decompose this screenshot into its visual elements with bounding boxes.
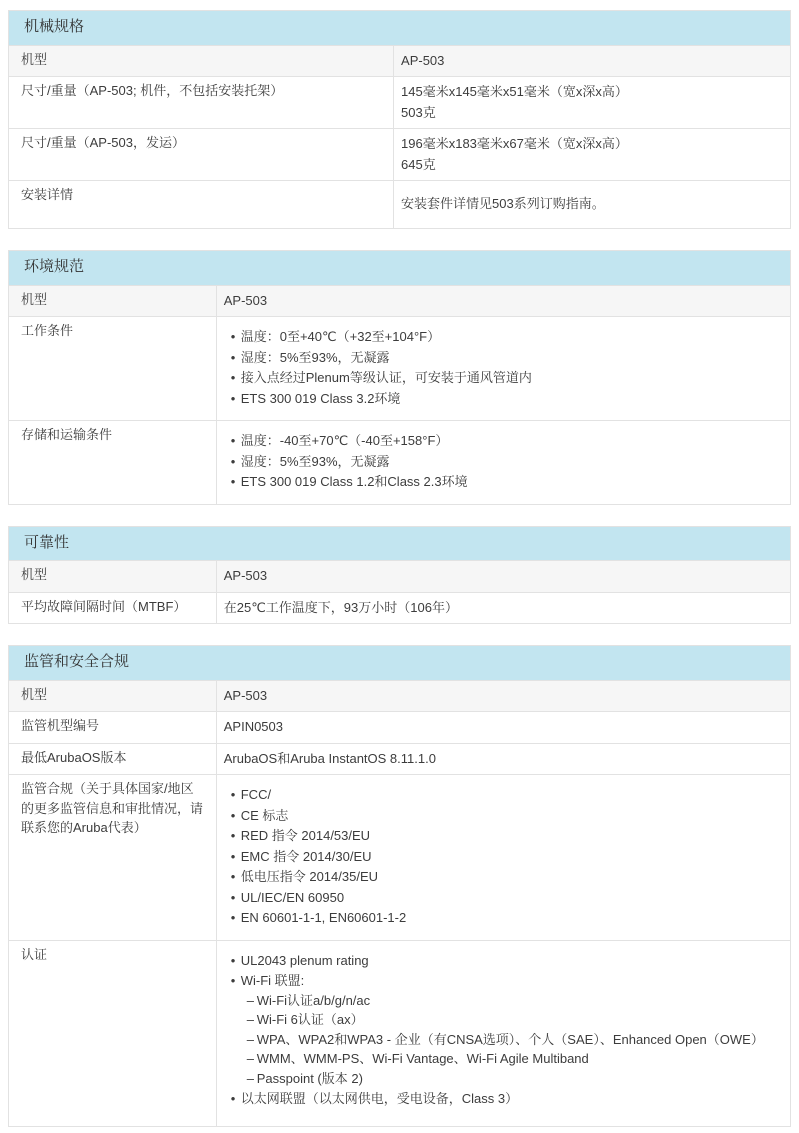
- row-label: 尺寸/重量（AP-503，发运）: [9, 129, 394, 180]
- spec-table-section: [8, 526, 791, 625]
- value-line: 503克: [401, 104, 436, 120]
- row-value: [394, 129, 790, 180]
- bullet-text: CE 标志: [240, 807, 289, 823]
- bullet-item: [231, 389, 778, 409]
- bullet-text: 温度：-40至+70℃（-40至+158°F）: [240, 433, 449, 448]
- row-label: 机型: [9, 561, 217, 592]
- value-line: 在25℃工作温度下，93万小时（106年）: [223, 599, 458, 615]
- table-row: [9, 420, 790, 504]
- bullet-text: 低电压指令 2014/35/EU: [240, 869, 379, 884]
- value-line: 145毫米x145毫米x51毫米（宽x深x高）: [401, 84, 628, 99]
- sub-item: – WMM、WMM-PS、Wi-Fi Vantage、Wi-Fi Agile Multiband: [247, 1049, 778, 1069]
- section-title: 机械规格: [9, 11, 790, 45]
- sub-item: – Passpoint (版本 2): [247, 1069, 778, 1089]
- table-row: [9, 285, 790, 317]
- row-value: [217, 561, 790, 592]
- row-value: [217, 286, 790, 317]
- row-value: [217, 681, 790, 712]
- bullet-item: [231, 888, 778, 908]
- value-line: AP-503: [401, 52, 445, 68]
- bullet-item: [231, 431, 778, 451]
- bullet-item: [231, 867, 778, 887]
- bullet-item: [231, 348, 778, 368]
- table-row: [9, 680, 790, 712]
- sub-item: – Wi-Fi 6认证（ax）: [247, 1010, 778, 1030]
- bullet-item: [231, 327, 778, 347]
- section-title: 环境规范: [9, 251, 790, 285]
- bullet-list: [224, 951, 778, 1109]
- row-label: 尺寸/重量（AP-503; 机件，不包括安装托架）: [9, 77, 394, 128]
- row-label: 机型: [9, 286, 217, 317]
- bullet-text: EMC 指令 2014/30/EU: [240, 848, 372, 864]
- spec-table-section: [8, 645, 791, 1127]
- table-row: [9, 128, 790, 180]
- bullet-item: [231, 1089, 778, 1109]
- value-line: ArubaOS和Aruba InstantOS 8.11.1.0: [223, 750, 436, 766]
- row-label: 认证: [9, 941, 217, 1126]
- bullet-text: 温度：0至+40℃（+32至+104°F）: [240, 329, 441, 344]
- table-row: [9, 711, 790, 743]
- table-row: [9, 316, 790, 420]
- table-row: [9, 560, 790, 592]
- bullet-list: [224, 785, 778, 928]
- section-title: 可靠性: [9, 527, 790, 561]
- bullet-item: [231, 971, 778, 1088]
- value-line: 645克: [401, 156, 436, 172]
- spec-table-section: [8, 10, 791, 229]
- row-label: 机型: [9, 46, 394, 77]
- sub-item: – WPA、WPA2和WPA3 - 企业（有CNSA选项）、个人（SAE）、Enhanced Open（OWE）: [247, 1030, 778, 1050]
- bullet-list: [224, 431, 778, 492]
- table-row: [9, 774, 790, 940]
- bullet-item: [231, 826, 778, 846]
- row-value: [217, 941, 790, 1126]
- bullet-text: 湿度：5%至93%，无凝露: [240, 453, 390, 469]
- value-line: AP-503: [223, 568, 268, 583]
- bullet-item: [231, 951, 778, 971]
- row-label: 工作条件: [9, 317, 217, 420]
- bullet-text: 以太网联盟（以太网供电，受电设备，Class 3）: [240, 1091, 519, 1106]
- row-label: 最低ArubaOS版本: [9, 744, 217, 775]
- bullet-text: EN 60601-1-1, EN60601-1-2: [240, 910, 407, 925]
- bullet-text: ETS 300 019 Class 3.2环境: [240, 390, 401, 406]
- bullet-text: RED 指令 2014/53/EU: [240, 828, 371, 843]
- bullet-text: 湿度：5%至93%，无凝露: [240, 349, 390, 365]
- row-value: [217, 593, 790, 624]
- bullet-text: FCC/: [240, 787, 272, 802]
- row-value: [217, 744, 790, 775]
- row-label: 监管合规（关于具体国家/地区的更多监管信息和审批情况，请联系您的Aruba代表）: [9, 775, 217, 940]
- row-value: [394, 46, 790, 77]
- value-line: 安装套件详情见503系列订购指南。: [401, 196, 605, 212]
- bullet-item: [231, 806, 778, 826]
- row-label: 平均故障间隔时间（MTBF）: [9, 593, 217, 624]
- bullet-item: [231, 368, 778, 388]
- table-row: [9, 743, 790, 775]
- bullet-text: UL/IEC/EN 60950: [240, 889, 345, 905]
- row-value: [217, 775, 790, 940]
- table-row: [9, 940, 790, 1126]
- row-label: 监管机型编号: [9, 712, 217, 743]
- table-row: [9, 76, 790, 128]
- row-value: [217, 421, 790, 504]
- row-label: 存储和运输条件: [9, 421, 217, 504]
- value-line: APIN0503: [223, 719, 283, 734]
- table-row: [9, 180, 790, 228]
- bullet-text: Wi-Fi 联盟:: [240, 973, 305, 988]
- row-label: 安装详情: [9, 181, 394, 228]
- spec-table-section: [8, 250, 791, 505]
- table-row: [9, 592, 790, 624]
- bullet-text: UL2043 plenum rating: [240, 952, 369, 968]
- bullet-text: ETS 300 019 Class 1.2和Class 2.3环境: [240, 474, 468, 489]
- sub-item: – Wi-Fi认证a/b/g/n/ac: [247, 991, 778, 1011]
- row-value: [217, 317, 790, 420]
- value-line: AP-503: [223, 292, 268, 308]
- row-value: [394, 77, 790, 128]
- bullet-item: [231, 908, 778, 928]
- bullet-item: [231, 452, 778, 472]
- value-line: AP-503: [223, 687, 268, 703]
- bullet-item: [231, 472, 778, 492]
- bullet-text: 接入点经过Plenum等级认证，可安装于通风管道内: [240, 370, 532, 385]
- table-row: [9, 45, 790, 77]
- bullet-item: [231, 847, 778, 867]
- row-value: [394, 181, 790, 228]
- bullet-list: [224, 327, 778, 408]
- row-label: 机型: [9, 681, 217, 712]
- section-title: 监管和安全合规: [9, 646, 790, 680]
- row-value: [217, 712, 790, 743]
- value-line: 196毫米x183毫米x67毫米（宽x深x高）: [401, 136, 628, 151]
- bullet-item: [231, 785, 778, 805]
